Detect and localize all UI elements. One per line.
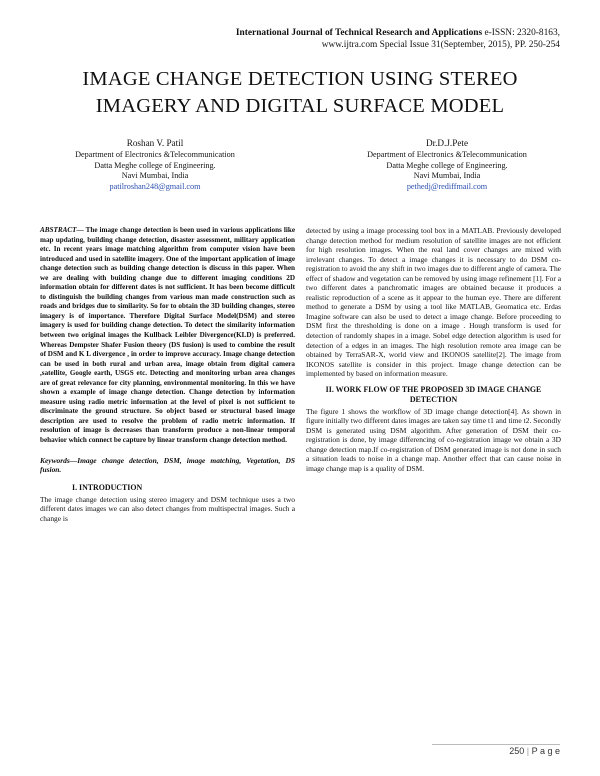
intro-heading: I. INTRODUCTION (72, 482, 143, 492)
author-1 (40, 138, 270, 192)
left-column (40, 226, 295, 523)
abstract (40, 226, 295, 446)
journal-name: International Journal of Technical Research and Applications (235, 28, 483, 38)
keywords-text: —Image change detection, DSM, image matching, Vegetation, DS fusion. (40, 455, 295, 475)
author-email-link[interactable]: pethedj@rediffmail.com (406, 181, 488, 191)
intro-continued-text: detected by using a image processing tool box in a MATLAB. Previously developed change detection method for medium resolution of satellite images are not efficient for high resolution images. When the real land cover changes are mixed with irrelevant changes. To detect a image changes it is necessary to do DSM co-registration to avoid the any shift in two images due to different angle of camera. The effect of shadow and vegetation can be removed by using image refinement [1]. For a two different dates a panchromatic images are obtained because it produces a realistic reproduction of a scene as it appear to the human eye. There are different method to generate a DSM by using a tool like MATLAB, Geomatica etc. Erdas Imagine software can also be used to detect a image change. Before proceeding to DSM first the thresholding is done on a image . Hough transform is used for detection of randomly shapes in a image. Sobel edge detection algorithm is used for detection of a edges in an images. The high resolution remote area image can be obtained by TerraSAR-X, world view and IKONOS satellite[2]. The image from IKONOS satellite is consider in this project. Image change detection can be implemented by based on information measure. (306, 226, 561, 379)
author-college: Datta Meghe college of Engineering. (386, 160, 508, 170)
paper-title (40, 66, 560, 120)
intro-text: The image change detection using stereo imagery and DSM technique uses a two different dates images we can also detect changes from multispectral images. Such a change is (40, 494, 295, 523)
author-name: Dr.D.J.Pete (425, 138, 469, 148)
author-city: Navi Mumbai, India (121, 171, 189, 181)
page-label: P a g e (531, 746, 560, 756)
author-city: Navi Mumbai, India (413, 171, 481, 181)
author-2 (332, 138, 562, 192)
keywords (40, 456, 295, 475)
issn: e-ISSN: 2320-8163, (482, 28, 560, 38)
author-dept: Department of Electronics &Telecommunication (367, 150, 527, 159)
workflow-text: The figure 1 shows the workflow of 3D image change detection[4]. As shown in figure initially two different dates images are taken say time t1 and time t2. Secondly DSM is generated using DSM algorithm. After generation of DSM their co-registration is done, by image differencing of co-registration image we obtain a 3D change detection map.If co-registration of DSM generated image is not done in such a situation leads to noise in a change map. Another effect that can cause noise in image change map is a quality of DSM. (306, 406, 561, 474)
title-line-2: IMAGERY AND DIGITAL SURFACE MODEL (95, 95, 505, 117)
author-name: Roshan V. Patil (126, 138, 184, 148)
right-column (306, 226, 561, 474)
title-line-1: IMAGE CHANGE DETECTION USING STEREO (82, 68, 518, 90)
footer-separator: | (524, 746, 532, 756)
abstract-text: — The image change detection is been used in various applications like map updating, building change detection, disaster assessment, military application etc. In recent years image matching algorithm from computer vision have been introduced and used in satellite imagery. One of the important application of image change detection such as building change detection is discuss in this paper. When we are dealing with building change due to different imaging conditions 2D information obtain for different dates is not sufficient. It has been become difficult to distinguish the building changes from various man made construction such as roads and bridges due to similarity. So for to obtain the 3D building changes, stereo imagery is of importance. Therefore Digital Surface Model(DSM) and stereo imagery is used for building change detection. To detect the similarity information between two original images the Kullback Leibler Divergence(KLD) is preferred. Whereas Dempster Shafer Fusion theory (DS fusion) is used to combine the result of DSM and K L divergence , in order to improve accuracy. Image change detection can be used in both rural and urban area, image obtain from digital camera ,satellite, Google earth, USGS etc. Detecting and monitoring urban area changes are of great relevance for city planning, environmental monitoring. In this we have shown a example of image change detection. Change detection by information measure using radio metric information at the level of pixel is not sufficient to discriminate the ground structure. So object based or structural based image description are used to resolve the problem of radio metric information. If resolution of image is decreases than transform produce a non-linear temporal behavior which connect be capture by linear transform change detection method. (40, 226, 295, 445)
page-footer (509, 746, 560, 756)
workflow-heading: II. WORK FLOW OF THE PROPOSED 3D IMAGE CHANGE DETECTION (325, 384, 542, 404)
author-email-link[interactable]: patilroshan248@gmail.com (109, 181, 201, 191)
abstract-label: ABSTRACT (40, 226, 77, 234)
keywords-label: Keywords (40, 455, 70, 465)
page-number: 250 (509, 746, 525, 756)
author-dept: Department of Electronics &Telecommunication (75, 150, 235, 159)
issue-info: www.ijtra.com Special Issue 31(September, 2015), PP. 250-254 (321, 40, 560, 50)
author-college: Datta Meghe college of Engineering. (94, 160, 216, 170)
journal-header (100, 27, 560, 51)
footer-divider (432, 744, 560, 745)
